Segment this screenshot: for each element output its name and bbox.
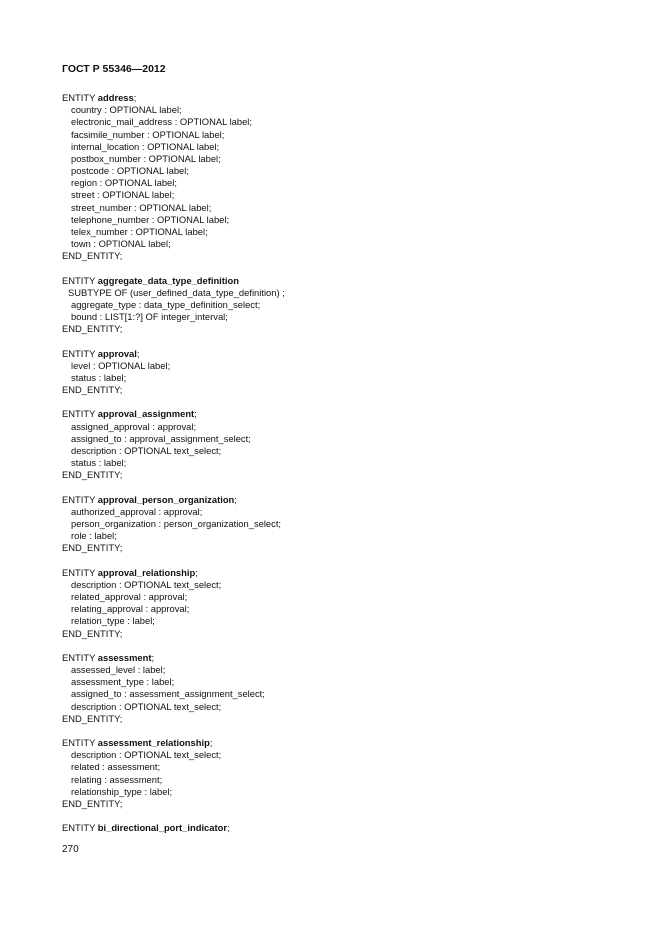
entity-keyword: ENTITY xyxy=(62,347,98,359)
express-schema-listing xyxy=(62,92,285,834)
entity-attribute: telex_number : OPTIONAL label; xyxy=(71,225,208,237)
entity-name: address xyxy=(97,92,134,103)
entity-attribute: aggregate_type : data_type_definition_select; xyxy=(71,298,261,310)
entity-header xyxy=(62,92,285,104)
blank-line xyxy=(62,262,285,274)
end-entity: END_ENTITY; xyxy=(62,469,123,481)
entity-name: approval_assignment xyxy=(97,408,195,420)
entity-block xyxy=(62,822,285,834)
end-entity: END_ENTITY; xyxy=(62,542,123,554)
entity-attribute: telephone_number : OPTIONAL label; xyxy=(71,213,230,225)
entity-keyword: ENTITY xyxy=(62,274,98,286)
entity-name: bi_directional_port_indicator xyxy=(97,822,227,834)
entity-attribute: bound : LIST[1:?] OF integer_interval; xyxy=(71,311,228,323)
entity-attribute: assigned_to : assessment_assignment_select; xyxy=(71,688,265,700)
entity-attribute: postcode : OPTIONAL label; xyxy=(71,165,189,177)
entity-block xyxy=(62,92,285,262)
end-entity: END_ENTITY; xyxy=(62,323,123,335)
blank-line xyxy=(62,335,285,347)
entity-header xyxy=(62,567,285,579)
entity-header xyxy=(62,737,285,749)
entity-attribute: street : OPTIONAL label; xyxy=(71,189,175,201)
entity-keyword: ENTITY xyxy=(62,822,98,834)
entity-keyword: ENTITY xyxy=(62,566,98,578)
entity-block xyxy=(62,652,285,725)
entity-name: approval_relationship xyxy=(97,566,196,578)
entity-keyword: ENTITY xyxy=(62,651,98,663)
entity-attribute: internal_location : OPTIONAL label; xyxy=(71,140,220,152)
end-entity: END_ENTITY; xyxy=(62,797,123,809)
entity-attribute: relation_type : label; xyxy=(71,615,155,627)
entity-attribute: town : OPTIONAL label; xyxy=(71,238,171,250)
entity-attribute: region : OPTIONAL label; xyxy=(71,177,177,189)
entity-block xyxy=(62,348,285,397)
entity-attribute: authorized_approval : approval; xyxy=(71,505,203,517)
entity-block xyxy=(62,567,285,640)
entity-attribute: street_number : OPTIONAL label; xyxy=(71,201,212,213)
entity-name: approval_person_organization xyxy=(97,493,235,505)
entity-name: aggregate_data_type_definition xyxy=(97,274,239,286)
end-entity: END_ENTITY; xyxy=(62,250,123,262)
entity-header xyxy=(62,408,285,420)
entity-header xyxy=(62,275,285,287)
entity-terminator: ; xyxy=(133,92,137,103)
entity-keyword: ENTITY xyxy=(62,408,98,420)
document-header: ГОСТ Р 55346—2012 xyxy=(62,63,166,75)
entity-attribute: assessment_type : label; xyxy=(71,676,175,688)
entity-header xyxy=(62,348,285,360)
entity-block xyxy=(62,494,285,555)
entity-keyword: ENTITY xyxy=(62,493,98,505)
entity-block xyxy=(62,408,285,481)
entity-terminator: ; xyxy=(194,408,197,420)
entity-attribute: status : label; xyxy=(71,371,127,383)
entity-attribute: relating : assessment; xyxy=(71,773,163,785)
entity-attribute: related : assessment; xyxy=(71,761,161,773)
entity-header xyxy=(62,494,285,506)
blank-line xyxy=(62,555,285,567)
blank-line xyxy=(62,640,285,652)
end-entity: END_ENTITY; xyxy=(62,384,123,396)
entity-terminator: ; xyxy=(136,347,140,359)
blank-line xyxy=(62,725,285,737)
page-number: 270 xyxy=(62,844,79,855)
entity-attribute: description : OPTIONAL text_select; xyxy=(71,749,222,761)
entity-name: assessment xyxy=(97,651,152,663)
entity-block xyxy=(62,737,285,810)
entity-attribute: role : label; xyxy=(71,530,117,542)
entity-attribute: status : label; xyxy=(71,457,127,469)
entity-terminator: ; xyxy=(234,493,237,505)
entity-subtype: SUBTYPE OF (user_defined_data_type_definition) ; xyxy=(68,286,285,298)
entity-header xyxy=(62,822,285,834)
entity-attribute: assessed_level : label; xyxy=(71,664,166,676)
entity-attribute: relationship_type : label; xyxy=(71,785,173,797)
entity-terminator: ; xyxy=(209,737,213,749)
entity-block xyxy=(62,275,285,336)
entity-name: assessment_relationship xyxy=(97,737,210,749)
entity-name: approval xyxy=(97,347,137,359)
entity-attribute: assigned_approval : approval; xyxy=(71,420,197,432)
entity-terminator: ; xyxy=(195,566,198,578)
entity-attribute: person_organization : person_organization_select; xyxy=(71,518,282,530)
entity-attribute: assigned_to : approval_assignment_select; xyxy=(71,432,251,444)
entity-attribute: level : OPTIONAL label; xyxy=(71,359,171,371)
entity-attribute: description : OPTIONAL text_select; xyxy=(71,578,222,590)
entity-attribute: country : OPTIONAL label; xyxy=(71,104,182,116)
entity-keyword: ENTITY xyxy=(62,92,98,103)
entity-terminator: ; xyxy=(226,822,230,834)
entity-header xyxy=(62,652,285,664)
end-entity: END_ENTITY; xyxy=(62,627,123,639)
entity-attribute: electronic_mail_address : OPTIONAL label; xyxy=(71,116,252,128)
entity-attribute: description : OPTIONAL text_select; xyxy=(71,444,222,456)
entity-attribute: postbox_number : OPTIONAL label; xyxy=(71,152,221,164)
entity-keyword: ENTITY xyxy=(62,737,98,749)
blank-line xyxy=(62,482,285,494)
entity-attribute: related_approval : approval; xyxy=(71,591,188,603)
entity-attribute: facsimile_number : OPTIONAL label; xyxy=(71,128,225,140)
end-entity: END_ENTITY; xyxy=(62,712,123,724)
entity-terminator: ; xyxy=(151,651,155,663)
blank-line xyxy=(62,810,285,822)
entity-attribute: relating_approval : approval; xyxy=(71,603,190,615)
blank-line xyxy=(62,396,285,408)
entity-attribute: description : OPTIONAL text_select; xyxy=(71,700,222,712)
